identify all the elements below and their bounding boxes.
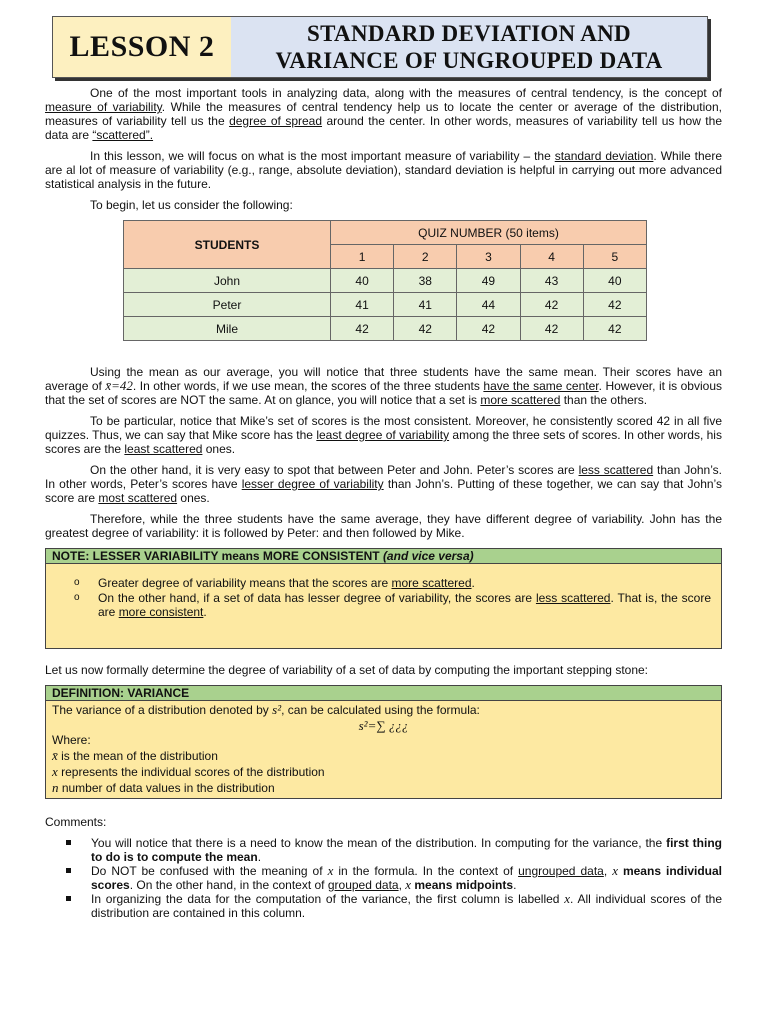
quiz-number: 5	[583, 245, 646, 269]
text-run: ones.	[202, 442, 236, 456]
symbol: n	[52, 780, 59, 795]
lesson-title-line1: STANDARD DEVIATION AND	[307, 21, 631, 46]
where-item	[52, 748, 715, 764]
lesson-title-line2: VARIANCE OF UNGROUPED DATA	[275, 48, 663, 73]
symbol: x̄	[52, 748, 58, 763]
spacer	[45, 341, 722, 365]
score-cell: 44	[457, 293, 520, 317]
definition-title: DEFINITION: VARIANCE	[46, 686, 721, 701]
quiz-number: 1	[331, 245, 394, 269]
term-measure-of-variability: measure of variability	[45, 100, 162, 114]
list-item	[91, 864, 722, 892]
symbol: x	[327, 863, 334, 878]
spacer	[45, 649, 722, 663]
quiz-number: 4	[520, 245, 583, 269]
text-run: . All individual scores of the distribution are contained in this column.	[91, 892, 722, 920]
comments-title: Comments:	[45, 815, 107, 829]
term-least-degree: least degree of variability	[316, 428, 450, 442]
text-run: On the other hand, it is very easy to spot that between Peter and John. Peter’s scores are	[90, 463, 579, 477]
mean-expression: x̄=42	[105, 378, 133, 393]
intro-paragraph-3: To begin, let us consider the following:	[90, 198, 293, 212]
list-item	[98, 591, 711, 619]
note-list	[74, 576, 711, 619]
term-most-scattered: most scattered	[98, 491, 178, 505]
text-run: than John’s. In other words, Peter’s scores have	[45, 463, 722, 491]
text-run: .	[257, 850, 262, 864]
score-cell: 42	[520, 293, 583, 317]
term-grouped-data: grouped data	[327, 878, 399, 892]
score-cell: 49	[457, 269, 520, 293]
text-run: You will notice that there is a need to know the mean of the distribution. In computing for the variance, the	[91, 836, 667, 850]
symbol: x	[405, 877, 412, 892]
bold-text: first thing to do is to compute the mean	[91, 836, 722, 864]
note-title	[46, 549, 721, 564]
lesson-header	[52, 16, 708, 78]
note-title-text: NOTE: LESSER VARIABILITY means MORE CONSISTENT	[52, 549, 383, 563]
text-run: The variance of a distribution denoted by	[52, 703, 273, 717]
text-run: around the center. In other words, measures of variability tell us how the data are	[45, 114, 722, 142]
discussion-paragraph-4: Therefore, while the three students have the same average, they have different degree of variability. John has the greatest degree of variability: it is followed by Peter: and then followed by Mike.	[45, 512, 722, 540]
text-run: In organizing the data for the computation of the variance, the first column is labelled	[91, 892, 565, 906]
score-cell: 42	[457, 317, 520, 341]
variance-symbol: s²	[272, 702, 282, 717]
text-run: . In other words, if we use mean, the scores of the three students	[132, 379, 484, 393]
quiz-number: 3	[457, 245, 520, 269]
list-item	[91, 892, 722, 920]
text-run: ,	[603, 864, 613, 878]
bold-text: means individual scores	[91, 864, 722, 892]
term-same-center: have the same center	[483, 379, 599, 393]
score-cell: 40	[331, 269, 394, 293]
text-run: .	[203, 605, 207, 619]
symbol: x	[52, 764, 58, 779]
quiz-scores-table	[123, 220, 647, 341]
text-run: . On the other hand, in the context of	[129, 878, 328, 892]
table-row	[124, 269, 647, 293]
score-cell: 41	[331, 293, 394, 317]
text-run: in the formula. In the context of	[333, 864, 519, 878]
text-run: represents the individual scores of the distribution	[57, 765, 325, 779]
text-run: than John’s. Putting of these together, we can say that John’s score are	[45, 477, 723, 505]
list-item	[91, 836, 722, 864]
text-run: To be particular, notice that Mike’s set of scores is the most consistent. Moreover, he consistently scored 42 in all five quizzes. Thus, we can say that Mike score has the	[45, 414, 722, 442]
text-run: number of data values in the distribution	[58, 781, 275, 795]
note-title-italic: (and vice versa)	[382, 549, 474, 563]
symbol: x	[564, 891, 571, 906]
table-row	[124, 317, 647, 341]
score-cell: 42	[520, 317, 583, 341]
term-degree-of-spread: degree of spread	[229, 114, 323, 128]
where-label: Where:	[52, 733, 91, 747]
term-more-scattered: more scattered	[391, 576, 472, 590]
score-cell: 43	[520, 269, 583, 293]
note-body	[46, 564, 721, 648]
term-less-scattered: less scattered	[535, 591, 611, 605]
score-cell: 40	[583, 269, 646, 293]
text-run: One of the most important tools in analyzing data, along with the measures of central tendency, is the concept of	[90, 86, 722, 100]
score-cell: 41	[394, 293, 457, 317]
term-standard-deviation: standard deviation	[554, 149, 654, 163]
text-run: than the others.	[560, 393, 648, 407]
text-run: . That is, the score are	[98, 591, 711, 619]
table-header-row	[124, 221, 647, 245]
definition-line	[52, 702, 715, 718]
discussion-paragraph-2	[45, 414, 722, 456]
text-run: Using the mean as our average, you will notice that three students have the same mean. Their scores have an average of	[45, 365, 722, 393]
text-run: . While the measures of central tendency help us to locate the center or average of the distribution, measures of variability tell us the	[45, 100, 722, 128]
text-run: ones.	[177, 491, 210, 505]
term-least-scattered: least scattered	[124, 442, 203, 456]
table-row	[124, 293, 647, 317]
text-run: , can be calculated using the formula:	[281, 703, 480, 717]
student-name: Peter	[124, 293, 331, 317]
discussion-paragraph-3	[45, 463, 722, 505]
text-run: . However, it is obvious that the set of scores are NOT the same. At on glance, you will notice that a set is	[45, 379, 722, 407]
term-lesser-degree: lesser degree of variability	[241, 477, 384, 491]
text-run: is the mean of the distribution	[57, 749, 218, 763]
text-run: On the other hand, if a set of data has lesser degree of variability, the scores are	[98, 591, 536, 605]
term-less-scattered: less scattered	[578, 463, 654, 477]
text-run: .	[513, 878, 517, 892]
spacer	[45, 799, 722, 815]
where-item	[52, 764, 715, 780]
lesson-number: LESSON 2	[53, 17, 231, 77]
text-run: .	[471, 576, 475, 590]
intro-paragraph-1	[45, 86, 722, 142]
quiz-number: 2	[394, 245, 457, 269]
student-name: John	[124, 269, 331, 293]
symbol: x	[612, 863, 618, 878]
text-run: Do NOT be confused with the meaning of	[91, 864, 328, 878]
score-cell: 42	[394, 317, 457, 341]
quiz-number-header: QUIZ NUMBER (50 items)	[331, 221, 647, 245]
definition-body	[46, 701, 721, 798]
list-item	[98, 576, 711, 590]
students-header: STUDENTS	[124, 221, 331, 269]
definition-box	[45, 685, 722, 799]
text-run: . While there are al lot of measure of variability (e.g., range, absolute deviation), standard deviation is helpful in carrying out more advanced statistical analysis in the future.	[45, 149, 723, 191]
note-box	[45, 548, 722, 649]
bold-text: means midpoints	[411, 878, 514, 892]
term-scattered: “scattered”.	[92, 128, 154, 142]
formal-paragraph: Let us now formally determine the degree of variability of a set of data by computing the important stepping stone:	[45, 663, 649, 677]
text-run: among the three sets of scores. In other words, his scores are the	[45, 428, 722, 456]
term-ungrouped-data: ungrouped data	[518, 864, 604, 878]
score-cell: 42	[331, 317, 394, 341]
where-item	[52, 780, 715, 796]
text-run: In this lesson, we will focus on what is the most important measure of variability – the	[90, 149, 555, 163]
term-more-scattered: more scattered	[480, 393, 561, 407]
discussion-paragraph-1	[45, 365, 722, 407]
lesson-content	[45, 86, 722, 920]
score-cell: 42	[583, 317, 646, 341]
variance-formula: s²=∑ ¿¿¿	[358, 718, 409, 733]
student-name: Mile	[124, 317, 331, 341]
lesson-title	[231, 17, 707, 77]
comments-list	[45, 836, 722, 920]
text-run: Greater degree of variability means that the scores are	[98, 576, 392, 590]
score-cell: 38	[394, 269, 457, 293]
intro-paragraph-2	[45, 149, 722, 191]
term-more-consistent: more consistent	[118, 605, 204, 619]
text-run: ,	[398, 878, 406, 892]
score-cell: 42	[583, 293, 646, 317]
